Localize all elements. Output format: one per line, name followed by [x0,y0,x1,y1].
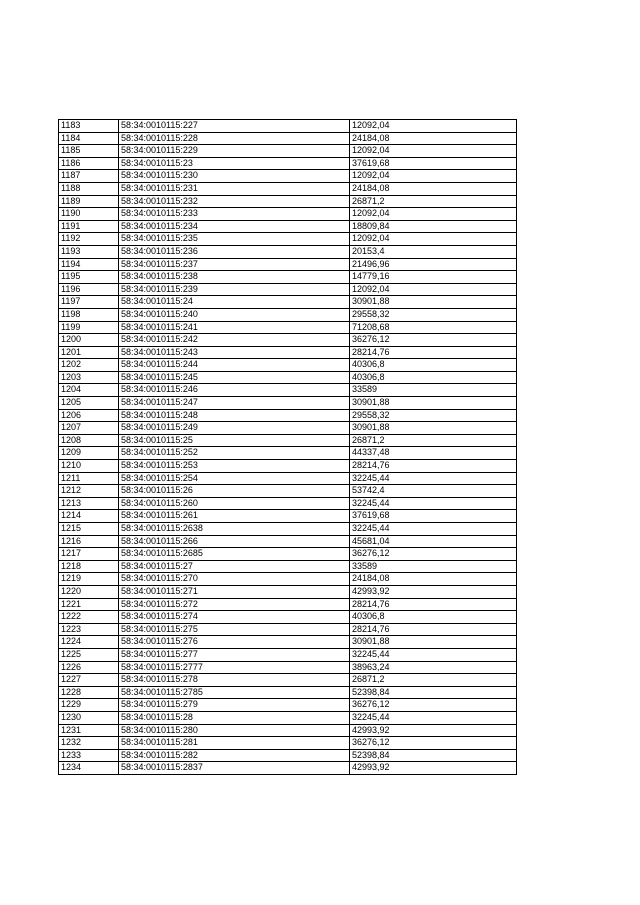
value-cell: 14779,16 [350,271,517,284]
cadastral-number-cell: 58:34:0010115:280 [119,724,350,737]
cadastral-number-cell: 58:34:0010115:24 [119,296,350,309]
cadastral-number-cell: 58:34:0010115:260 [119,497,350,510]
row-number-cell: 1190 [59,208,119,221]
cadastral-number-cell: 58:34:0010115:261 [119,510,350,523]
row-number-cell: 1232 [59,737,119,750]
table-row [59,271,517,284]
row-number-cell: 1189 [59,195,119,208]
value-cell: 12092,04 [350,208,517,221]
table-row [59,434,517,447]
cadastral-number-cell: 58:34:0010115:241 [119,321,350,334]
row-number-cell: 1204 [59,384,119,397]
row-number-cell: 1233 [59,749,119,762]
row-number-cell: 1187 [59,170,119,183]
table-row [59,220,517,233]
value-cell: 26871,2 [350,195,517,208]
table-row [59,384,517,397]
row-number-cell: 1205 [59,397,119,410]
row-number-cell: 1185 [59,145,119,158]
table-row [59,422,517,435]
value-cell: 12092,04 [350,170,517,183]
table-row [59,145,517,158]
row-number-cell: 1222 [59,611,119,624]
row-number-cell: 1228 [59,686,119,699]
row-number-cell: 1210 [59,460,119,473]
value-cell: 42993,92 [350,724,517,737]
table-row [59,485,517,498]
value-cell: 32245,44 [350,497,517,510]
table-row [59,573,517,586]
cadastral-number-cell: 58:34:0010115:276 [119,636,350,649]
value-cell: 30901,88 [350,422,517,435]
row-number-cell: 1195 [59,271,119,284]
table-row [59,120,517,133]
value-cell: 36276,12 [350,334,517,347]
row-number-cell: 1193 [59,245,119,258]
row-number-cell: 1207 [59,422,119,435]
row-number-cell: 1234 [59,762,119,775]
row-number-cell: 1197 [59,296,119,309]
table-row [59,472,517,485]
row-number-cell: 1223 [59,623,119,636]
value-cell: 36276,12 [350,737,517,750]
row-number-cell: 1192 [59,233,119,246]
value-cell: 32245,44 [350,711,517,724]
value-cell: 36276,12 [350,548,517,561]
table-row [59,724,517,737]
cadastral-number-cell: 58:34:0010115:245 [119,371,350,384]
value-cell: 53742,4 [350,485,517,498]
value-cell: 38963,24 [350,661,517,674]
row-number-cell: 1202 [59,359,119,372]
table-row [59,195,517,208]
table-row [59,447,517,460]
cadastral-number-cell: 58:34:0010115:232 [119,195,350,208]
cadastral-number-cell: 58:34:0010115:254 [119,472,350,485]
value-cell: 18809,84 [350,220,517,233]
value-cell: 32245,44 [350,472,517,485]
row-number-cell: 1224 [59,636,119,649]
table-row [59,623,517,636]
value-cell: 33589 [350,384,517,397]
cadastral-number-cell: 58:34:0010115:27 [119,560,350,573]
cadastral-number-cell: 58:34:0010115:244 [119,359,350,372]
value-cell: 52398,84 [350,749,517,762]
cadastral-number-cell: 58:34:0010115:233 [119,208,350,221]
value-cell: 12092,04 [350,283,517,296]
table-row [59,283,517,296]
cadastral-number-cell: 58:34:0010115:275 [119,623,350,636]
cadastral-number-cell: 58:34:0010115:238 [119,271,350,284]
row-number-cell: 1194 [59,258,119,271]
table-row [59,245,517,258]
row-number-cell: 1211 [59,472,119,485]
cadastral-number-cell: 58:34:0010115:240 [119,308,350,321]
value-cell: 33589 [350,560,517,573]
value-cell: 40306,8 [350,359,517,372]
cadastral-number-cell: 58:34:0010115:247 [119,397,350,410]
table-row [59,346,517,359]
cadastral-number-cell: 58:34:0010115:26 [119,485,350,498]
table-row [59,409,517,422]
cadastral-number-cell: 58:34:0010115:2685 [119,548,350,561]
value-cell: 37619,68 [350,510,517,523]
row-number-cell: 1200 [59,334,119,347]
value-cell: 71208,68 [350,321,517,334]
value-cell: 21496,96 [350,258,517,271]
row-number-cell: 1196 [59,283,119,296]
row-number-cell: 1201 [59,346,119,359]
value-cell: 24184,08 [350,182,517,195]
cadastral-number-cell: 58:34:0010115:2777 [119,661,350,674]
table-row [59,523,517,536]
data-table [58,119,517,775]
cadastral-number-cell: 58:34:0010115:231 [119,182,350,195]
cadastral-number-cell: 58:34:0010115:23 [119,157,350,170]
table-row [59,762,517,775]
row-number-cell: 1216 [59,535,119,548]
row-number-cell: 1208 [59,434,119,447]
cadastral-number-cell: 58:34:0010115:235 [119,233,350,246]
value-cell: 28214,76 [350,460,517,473]
value-cell: 12092,04 [350,233,517,246]
table-row [59,711,517,724]
table-row [59,296,517,309]
cadastral-number-cell: 58:34:0010115:239 [119,283,350,296]
row-number-cell: 1186 [59,157,119,170]
table-row [59,233,517,246]
value-cell: 28214,76 [350,346,517,359]
cadastral-number-cell: 58:34:0010115:274 [119,611,350,624]
table-row [59,371,517,384]
cadastral-number-cell: 58:34:0010115:252 [119,447,350,460]
row-number-cell: 1213 [59,497,119,510]
cadastral-number-cell: 58:34:0010115:279 [119,699,350,712]
cadastral-number-cell: 58:34:0010115:278 [119,674,350,687]
value-cell: 30901,88 [350,296,517,309]
row-number-cell: 1230 [59,711,119,724]
row-number-cell: 1217 [59,548,119,561]
table-row [59,510,517,523]
table-row [59,560,517,573]
value-cell: 40306,8 [350,371,517,384]
table-row [59,497,517,510]
row-number-cell: 1212 [59,485,119,498]
row-number-cell: 1221 [59,598,119,611]
row-number-cell: 1214 [59,510,119,523]
table-row [59,648,517,661]
table-row [59,170,517,183]
table-row [59,334,517,347]
row-number-cell: 1206 [59,409,119,422]
table-row [59,585,517,598]
row-number-cell: 1231 [59,724,119,737]
cadastral-number-cell: 58:34:0010115:277 [119,648,350,661]
value-cell: 42993,92 [350,585,517,598]
value-cell: 26871,2 [350,434,517,447]
table-row [59,208,517,221]
cadastral-number-cell: 58:34:0010115:234 [119,220,350,233]
table-row [59,699,517,712]
cadastral-number-cell: 58:34:0010115:2785 [119,686,350,699]
row-number-cell: 1199 [59,321,119,334]
cadastral-number-cell: 58:34:0010115:237 [119,258,350,271]
value-cell: 45681,04 [350,535,517,548]
value-cell: 24184,08 [350,573,517,586]
cadastral-number-cell: 58:34:0010115:25 [119,434,350,447]
row-number-cell: 1229 [59,699,119,712]
value-cell: 20153,4 [350,245,517,258]
value-cell: 42993,92 [350,762,517,775]
row-number-cell: 1226 [59,661,119,674]
row-number-cell: 1203 [59,371,119,384]
cadastral-number-cell: 58:34:0010115:2638 [119,523,350,536]
row-number-cell: 1191 [59,220,119,233]
table-row [59,661,517,674]
cadastral-number-cell: 58:34:0010115:272 [119,598,350,611]
row-number-cell: 1219 [59,573,119,586]
table-row [59,674,517,687]
table-row [59,737,517,750]
value-cell: 52398,84 [350,686,517,699]
cadastral-number-cell: 58:34:0010115:227 [119,120,350,133]
row-number-cell: 1225 [59,648,119,661]
cadastral-number-cell: 58:34:0010115:2837 [119,762,350,775]
value-cell: 12092,04 [350,120,517,133]
row-number-cell: 1183 [59,120,119,133]
value-cell: 30901,88 [350,397,517,410]
value-cell: 30901,88 [350,636,517,649]
value-cell: 26871,2 [350,674,517,687]
cadastral-number-cell: 58:34:0010115:281 [119,737,350,750]
cadastral-number-cell: 58:34:0010115:242 [119,334,350,347]
table-row [59,182,517,195]
table-row [59,749,517,762]
cadastral-number-cell: 58:34:0010115:282 [119,749,350,762]
row-number-cell: 1218 [59,560,119,573]
cadastral-number-cell: 58:34:0010115:266 [119,535,350,548]
cadastral-number-cell: 58:34:0010115:248 [119,409,350,422]
row-number-cell: 1198 [59,308,119,321]
value-cell: 40306,8 [350,611,517,624]
table-row [59,460,517,473]
row-number-cell: 1188 [59,182,119,195]
cadastral-number-cell: 58:34:0010115:243 [119,346,350,359]
cadastral-number-cell: 58:34:0010115:230 [119,170,350,183]
table-row [59,636,517,649]
value-cell: 37619,68 [350,157,517,170]
cadastral-number-cell: 58:34:0010115:236 [119,245,350,258]
table-row [59,308,517,321]
cadastral-number-cell: 58:34:0010115:253 [119,460,350,473]
table-row [59,258,517,271]
cadastral-number-cell: 58:34:0010115:28 [119,711,350,724]
cadastral-number-cell: 58:34:0010115:229 [119,145,350,158]
table-body [59,120,517,775]
row-number-cell: 1227 [59,674,119,687]
table-row [59,132,517,145]
value-cell: 36276,12 [350,699,517,712]
table-row [59,321,517,334]
table-row [59,598,517,611]
value-cell: 28214,76 [350,598,517,611]
value-cell: 24184,08 [350,132,517,145]
value-cell: 44337,48 [350,447,517,460]
cadastral-number-cell: 58:34:0010115:228 [119,132,350,145]
row-number-cell: 1209 [59,447,119,460]
table-row [59,157,517,170]
table-row [59,611,517,624]
value-cell: 32245,44 [350,648,517,661]
row-number-cell: 1220 [59,585,119,598]
cadastral-number-cell: 58:34:0010115:249 [119,422,350,435]
table-row [59,359,517,372]
value-cell: 29558,32 [350,308,517,321]
row-number-cell: 1215 [59,523,119,536]
row-number-cell: 1184 [59,132,119,145]
value-cell: 29558,32 [350,409,517,422]
table-row [59,548,517,561]
value-cell: 12092,04 [350,145,517,158]
value-cell: 28214,76 [350,623,517,636]
value-cell: 32245,44 [350,523,517,536]
cadastral-number-cell: 58:34:0010115:270 [119,573,350,586]
cadastral-number-cell: 58:34:0010115:271 [119,585,350,598]
table-row [59,535,517,548]
cadastral-number-cell: 58:34:0010115:246 [119,384,350,397]
table-row [59,397,517,410]
table-row [59,686,517,699]
